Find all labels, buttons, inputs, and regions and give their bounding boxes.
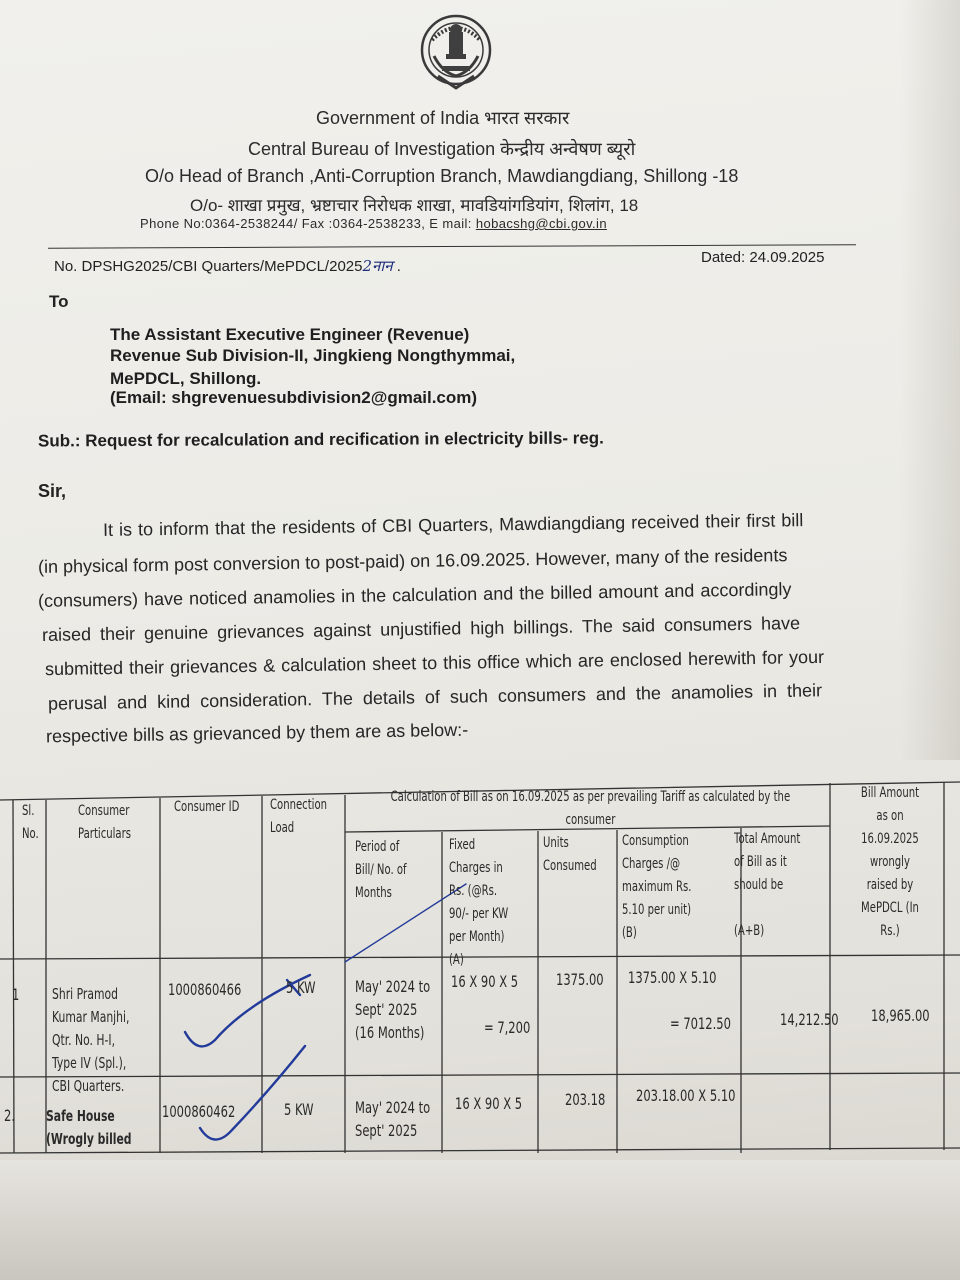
header-contact — [140, 216, 607, 231]
th-consumption-charges: Consumption Charges /@ maximum Rs. 5.10 per unit) (B) — [622, 833, 692, 941]
row2-sl: 2. — [4, 1106, 15, 1125]
header-line-3: O/o Head of Branch ,Anti-Corruption Branch, Mawdiangdiang, Shillong -18 — [145, 166, 739, 186]
row2-consumption-formula: 203.18.00 X 5.10 — [636, 1086, 736, 1105]
row1-sl: 1 — [12, 985, 20, 1004]
row1-fixed-formula: 16 X 90 X 5 — [451, 972, 519, 991]
email-link[interactable]: hobacshg@cbi.gov.in — [475, 216, 607, 231]
row1-consumption-result: = 7012.50 — [670, 1014, 731, 1033]
page-fold — [900, 0, 960, 760]
tick-mark-2 — [200, 1046, 305, 1140]
row1-units: 1375.00 — [556, 970, 604, 989]
th-calculation: Calculation of Bill as on 16.09.2025 as per prevailing Tariff as calculated by the consumer — [390, 789, 791, 828]
row1-billed-amount: 18,965.00 — [871, 1006, 930, 1025]
th-period: Period of Bill/ No. of Months — [355, 839, 407, 901]
row1-period: May' 2024 to Sept' 2025 (16 Months) — [355, 977, 431, 1042]
row1-consumer-id: 1000860466 — [168, 980, 242, 999]
body-line-3: (consumers) have noticed anamolies in the calculation and the billed amount and accordingly — [37, 579, 792, 611]
header-line-1: Government of India भारत सरकार — [316, 108, 570, 128]
to-label: To — [49, 292, 69, 311]
row1-consumption-formula: 1375.00 X 5.10 — [628, 968, 717, 987]
handwritten-reference: 2नान — [362, 257, 393, 275]
th-sl-no: Sl. No. — [22, 803, 39, 842]
th-connection-load: Connection Load — [270, 797, 328, 836]
th-fixed-charges: Fixed Charges in Rs. (@Rs. 90/- per KW per Month) (A) — [449, 837, 509, 968]
page-shadow — [0, 1160, 960, 1280]
row2-period: May' 2024 to Sept' 2025 — [355, 1098, 431, 1140]
header-line-2: Central Bureau of Investigation केन्द्रीय अन्वेषण ब्यूरो — [248, 139, 636, 159]
th-units-consumed: Units Consumed — [543, 835, 597, 874]
reference-text: No. DPSHG2025/CBI Quarters/MePDCL/2025 — [54, 258, 363, 275]
row2-consumer-id: 1000860462 — [162, 1102, 236, 1121]
addressee-line-3: MePDCL, Shillong. — [110, 369, 262, 388]
addressee-line-4: (Email: shgrevenuesubdivision2@gmail.com) — [110, 388, 478, 407]
th-total-amount: Total Amount of Bill as it should be (A+B) — [734, 831, 801, 939]
body-line-1: It is to inform that the residents of CBI Quarters, Mawdiangdiang received their first bill — [102, 510, 804, 540]
body-line-5: submitted their grievances & calculation sheet to this office which are enclosed herewith for your — [44, 646, 825, 680]
row1-particulars: Shri Pramod Kumar Manjhi, Qtr. No. H-I, Type IV (Spl.), CBI Quarters. — [52, 985, 130, 1095]
phone-fax: Phone No:0364-2538244/ Fax :0364-2538233, E mail: — [140, 216, 476, 231]
th-consumer-id: Consumer ID — [174, 799, 240, 815]
th-consumer-particulars: Consumer Particulars — [78, 803, 132, 842]
row2-particulars: Safe House (Wrogly billed — [46, 1107, 132, 1148]
subject-line: Sub.: Request for recalculation and recification in electricity bills- reg. — [37, 428, 604, 451]
addressee-line-1: The Assistant Executive Engineer (Revenue) — [110, 325, 470, 344]
reference-number: No. DPSHG2025/CBI Quarters/MePDCL/20252नान . — [54, 257, 401, 275]
row1-load: 5 KW — [286, 978, 316, 997]
salutation: Sir, — [38, 481, 67, 501]
header-line-4: O/o- शाखा प्रमुख, भ्रष्टाचार निरोधक शाखा, मावडियांगडियांग, शिलांग, 18 — [190, 196, 639, 215]
body-line-2: (in physical form post conversion to post-paid) on 16.09.2025. However, many of the residents — [37, 545, 788, 577]
body-line-4: raised their genuine grievances against unjustified high billings. The said consumers have — [41, 613, 801, 645]
row1-fixed-result: = 7,200 — [484, 1018, 531, 1037]
cbi-emblem-icon — [418, 10, 494, 98]
row2-fixed-formula: 16 X 90 X 5 — [455, 1094, 523, 1113]
body-line-7: respective bills as grievanced by them are as below:- — [45, 719, 469, 747]
row1-total: 14,212.50 — [780, 1010, 839, 1029]
date: Dated: 24.09.2025 — [701, 249, 825, 266]
row2-units: 203.18 — [565, 1090, 606, 1109]
row2-load: 5 KW — [284, 1100, 314, 1119]
th-bill-amount: Bill Amount as on 16.09.2025 wrongly raised by MePDCL (In Rs.) — [860, 785, 920, 939]
body-line-6: perusal and kind consideration. The details of such consumers and the anamolies in their — [47, 680, 823, 714]
addressee-line-2: Revenue Sub Division-II, Jingkieng Nongthymmai, — [110, 346, 516, 365]
